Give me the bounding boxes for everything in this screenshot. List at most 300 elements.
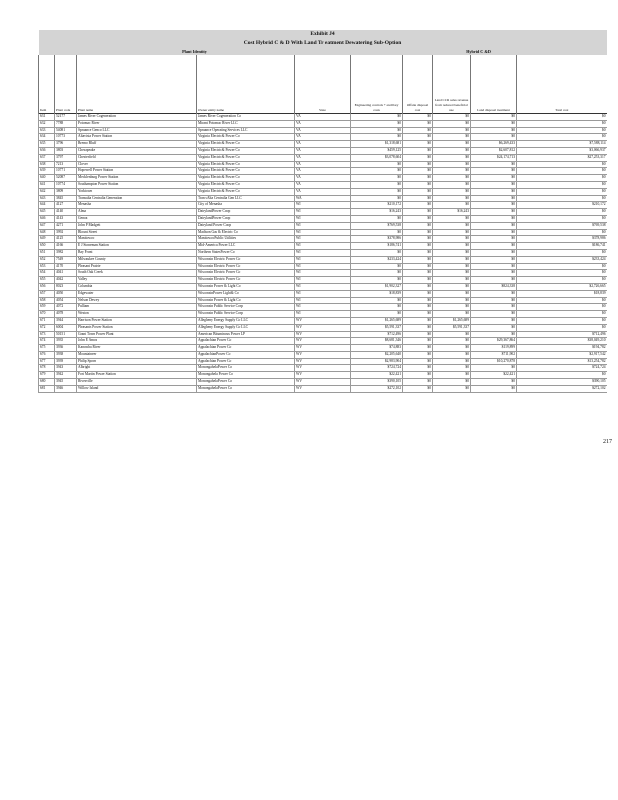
- cell-offsite: $0: [403, 134, 433, 141]
- cell-land-disposal: $0: [471, 243, 517, 250]
- cell-state: WI: [295, 222, 351, 229]
- cell-land-disposal: $0: [471, 304, 517, 311]
- cell-state: WV: [295, 351, 351, 358]
- cell-plant-code: 3796: [55, 141, 77, 148]
- cell-land-disposal: $0: [471, 188, 517, 195]
- cell-reduced-use: $0: [433, 290, 471, 297]
- cell-plant-code: 3946: [55, 385, 77, 392]
- cell-owner: James River Cogeneration Co: [197, 114, 295, 121]
- cell-land-disposal: $0: [471, 290, 517, 297]
- cell-plant-name: Columbia: [77, 283, 197, 290]
- cell-plant-name: Weston: [77, 311, 197, 318]
- cell-land-disposal: $0: [471, 222, 517, 229]
- cell-item: 641: [39, 181, 55, 188]
- cell-reduced-use: $0: [433, 256, 471, 263]
- cell-engineering: $1,318,681: [351, 141, 403, 148]
- cell-state: VA: [295, 175, 351, 182]
- cell-state: WV: [295, 379, 351, 386]
- cell-state: WI: [295, 202, 351, 209]
- table-row: [39, 270, 607, 277]
- cell-item: 659: [39, 304, 55, 311]
- cell-offsite: $0: [403, 168, 433, 175]
- cell-owner: Dairyland Power Coop: [197, 222, 295, 229]
- cell-plant-name: Hopewell Power Station: [77, 168, 197, 175]
- cell-plant-name: Philip Sporn: [77, 358, 197, 365]
- cell-offsite: $0: [403, 297, 433, 304]
- cell-plant-name: Manitowoc: [77, 236, 197, 243]
- table-row: [39, 256, 607, 263]
- cell-land-disposal: $2,607,812: [471, 147, 517, 154]
- cell-plant-code: 4125: [55, 236, 77, 243]
- cell-plant-code: 3797: [55, 154, 77, 161]
- cell-total: $0: [517, 120, 607, 127]
- cell-owner: Spruance Operating Services LLC: [197, 127, 295, 134]
- cell-engineering: $1,902,327: [351, 283, 403, 290]
- cell-offsite: $0: [403, 114, 433, 121]
- cell-state: WV: [295, 365, 351, 372]
- cell-land-disposal: $0: [471, 297, 517, 304]
- cell-total: $2,726,665: [517, 283, 607, 290]
- cell-item: 655: [39, 277, 55, 284]
- cell-item: 675: [39, 345, 55, 352]
- cell-total: $210,172: [517, 202, 607, 209]
- cell-plant-name: Mountaineer: [77, 351, 197, 358]
- table-row: [39, 365, 607, 372]
- cell-plant-name: South Oak Creek: [77, 270, 197, 277]
- cell-engineering: $712,496: [351, 331, 403, 338]
- cell-offsite: $0: [403, 188, 433, 195]
- cell-item: 681: [39, 385, 55, 392]
- cell-state: WI: [295, 290, 351, 297]
- cell-reduced-use: $0: [433, 120, 471, 127]
- cell-plant-name: Pleasants Power Station: [77, 324, 197, 331]
- cell-owner: MonongahelaPower Co: [197, 365, 295, 372]
- cell-reduced-use: $0: [433, 304, 471, 311]
- cell-land-disposal: $0: [471, 181, 517, 188]
- cell-state: WI: [295, 243, 351, 250]
- col-header-land-disposal: Land disposal treatment: [471, 55, 517, 114]
- cell-engineering: $0: [351, 297, 403, 304]
- cell-state: WV: [295, 324, 351, 331]
- cell-plant-name: Bay Front: [77, 249, 197, 256]
- cell-land-disposal: $0: [471, 263, 517, 270]
- cell-plant-code: 7213: [55, 161, 77, 168]
- cell-offsite: $0: [403, 161, 433, 168]
- cell-engineering: $18,839: [351, 290, 403, 297]
- cell-land-disposal: $0: [471, 331, 517, 338]
- cell-item: 677: [39, 358, 55, 365]
- cell-item: 656: [39, 283, 55, 290]
- table-row: [39, 379, 607, 386]
- cell-total: $2,917,542: [517, 351, 607, 358]
- cell-plant-name: Pleasant Prairie: [77, 263, 197, 270]
- cell-offsite: $0: [403, 311, 433, 318]
- cell-plant-name: Valley: [77, 277, 197, 284]
- cell-engineering: $0: [351, 114, 403, 121]
- cell-reduced-use: $0: [433, 175, 471, 182]
- cell-owner: Wisconsin Power & Light Co: [197, 297, 295, 304]
- cell-offsite: $0: [403, 365, 433, 372]
- cell-state: VA: [295, 134, 351, 141]
- cell-item: 670: [39, 311, 55, 318]
- cell-plant-name: Fort Martin Power Station: [77, 372, 197, 379]
- cell-plant-name: John E Amos: [77, 338, 197, 345]
- cell-plant-code: 52177: [55, 114, 77, 121]
- cell-owner: Tran sAlta Centralia Gen LLC: [197, 195, 295, 202]
- cell-offsite: $0: [403, 236, 433, 243]
- cell-plant-name: Grant Town Power Plant: [77, 331, 197, 338]
- cell-owner: Mid-America Power LLC: [197, 243, 295, 250]
- cell-total: $272,102: [517, 385, 607, 392]
- cell-engineering: $74,883: [351, 345, 403, 352]
- cell-total: $724,724: [517, 365, 607, 372]
- table-row: [39, 114, 607, 121]
- cell-item: 635: [39, 141, 55, 148]
- cell-plant-name: Edgewater: [77, 290, 197, 297]
- hybrid-group-header: Hybrid C &D: [351, 48, 607, 55]
- cell-item: 651: [39, 249, 55, 256]
- cell-offsite: $0: [403, 331, 433, 338]
- cell-item: 631: [39, 114, 55, 121]
- col-header-state: State: [295, 55, 351, 114]
- cell-land-disposal: $0: [471, 365, 517, 372]
- cell-reduced-use: $0: [433, 311, 471, 318]
- cell-offsite: $0: [403, 290, 433, 297]
- cell-reduced-use: $0: [433, 249, 471, 256]
- cell-total: $378,986: [517, 236, 607, 243]
- cell-reduced-use: $0: [433, 229, 471, 236]
- cell-owner: Mirant Potomac River LLC: [197, 120, 295, 127]
- cell-land-disposal: $0: [471, 209, 517, 216]
- cell-engineering: $0: [351, 249, 403, 256]
- col-header-plant-name: Plant name: [77, 55, 197, 114]
- cell-plant-code: 52087: [55, 175, 77, 182]
- exhibit-title: Exhibit J4: [39, 30, 607, 39]
- cell-reduced-use: $0: [433, 297, 471, 304]
- cell-item: 654: [39, 270, 55, 277]
- cell-total: $0: [517, 175, 607, 182]
- cell-plant-name: Milwaukee County: [77, 256, 197, 263]
- cell-land-disposal: $0: [471, 311, 517, 318]
- cell-engineering: $0: [351, 304, 403, 311]
- cell-offsite: $0: [403, 215, 433, 222]
- cell-plant-code: 4050: [55, 290, 77, 297]
- table-row: [39, 181, 607, 188]
- table-row: [39, 243, 607, 250]
- cell-engineering: $1,265,689: [351, 317, 403, 324]
- cell-total: $0: [517, 263, 607, 270]
- cell-offsite: $0: [403, 141, 433, 148]
- cell-total: $0: [517, 297, 607, 304]
- cell-land-disposal: $711,902: [471, 351, 517, 358]
- table-row: [39, 358, 607, 365]
- table-row: [39, 297, 607, 304]
- cell-plant-code: 3938: [55, 351, 77, 358]
- cell-plant-code: 3803: [55, 147, 77, 154]
- cell-land-disposal: $0: [471, 134, 517, 141]
- cell-engineering: $16,243: [351, 209, 403, 216]
- cell-total: $0: [517, 215, 607, 222]
- cell-plant-name: Kanawha River: [77, 345, 197, 352]
- cell-land-disposal: $24,174,713: [471, 154, 517, 161]
- cell-plant-name: Clover: [77, 161, 197, 168]
- cell-plant-code: 50151: [55, 331, 77, 338]
- table-row: [39, 304, 607, 311]
- cell-total: $38,049,210: [517, 338, 607, 345]
- cell-state: WV: [295, 372, 351, 379]
- cell-owner: Wisconsin Power & Light Co: [197, 283, 295, 290]
- cell-state: WI: [295, 263, 351, 270]
- cell-reduced-use: $0: [433, 385, 471, 392]
- cell-engineering: $0: [351, 127, 403, 134]
- col-header-total: Total cost: [517, 55, 607, 114]
- table-row: [39, 351, 607, 358]
- cell-offsite: $0: [403, 209, 433, 216]
- cell-offsite: $0: [403, 154, 433, 161]
- cell-engineering: $0: [351, 215, 403, 222]
- cell-item: 653: [39, 263, 55, 270]
- cell-reduced-use: $0: [433, 331, 471, 338]
- cell-plant-code: 3939: [55, 358, 77, 365]
- cell-land-disposal: $0: [471, 215, 517, 222]
- cell-plant-name: Albright: [77, 365, 197, 372]
- cell-total: $769,538: [517, 222, 607, 229]
- cell-engineering: $390,105: [351, 379, 403, 386]
- cell-offsite: $0: [403, 338, 433, 345]
- cell-state: VA: [295, 120, 351, 127]
- cell-plant-name: Willow Island: [77, 385, 197, 392]
- cell-state: VA: [295, 147, 351, 154]
- cell-item: 637: [39, 154, 55, 161]
- cell-reduced-use: $0: [433, 134, 471, 141]
- cell-reduced-use: $0: [433, 114, 471, 121]
- cell-land-disposal: $0: [471, 202, 517, 209]
- col-header-reduced-use: Land CCR sales revenue from reduced beneficial use: [433, 55, 471, 114]
- table-row: [39, 249, 607, 256]
- col-header-owner: Owner entity name: [197, 55, 295, 114]
- table-row: [39, 338, 607, 345]
- cell-engineering: $0: [351, 277, 403, 284]
- cell-land-disposal: $0: [471, 249, 517, 256]
- cell-land-disposal: $0: [471, 385, 517, 392]
- table-row: [39, 277, 607, 284]
- cell-state: VA: [295, 127, 351, 134]
- cell-plant-code: 3992: [55, 229, 77, 236]
- cell-offsite: $0: [403, 120, 433, 127]
- cell-owner: Madison Gas & Electric Co: [197, 229, 295, 236]
- cell-reduced-use: $0: [433, 127, 471, 134]
- cell-item: 638: [39, 161, 55, 168]
- cell-engineering: $459,125: [351, 147, 403, 154]
- cell-plant-name: Transalta Centralia Generation: [77, 195, 197, 202]
- cell-item: 639: [39, 168, 55, 175]
- cell-state: WI: [295, 304, 351, 311]
- cell-engineering: $5,591,337: [351, 324, 403, 331]
- cell-reduced-use: $0: [433, 243, 471, 250]
- cell-engineering: $2,205,640: [351, 351, 403, 358]
- cell-owner: Wisconsin Electric Power Co: [197, 256, 295, 263]
- plant-identity-group-header: Plant Identity: [39, 48, 351, 55]
- cell-total: $7,588,114: [517, 141, 607, 148]
- cell-owner: Virginia Electric& Power Co: [197, 181, 295, 188]
- cell-reduced-use: $0: [433, 168, 471, 175]
- cell-reduced-use: $0: [433, 195, 471, 202]
- cell-plant-code: 7788: [55, 120, 77, 127]
- cell-item: 643: [39, 195, 55, 202]
- table-row: [39, 324, 607, 331]
- cell-reduced-use: $0: [433, 358, 471, 365]
- cell-engineering: $0: [351, 181, 403, 188]
- cell-plant-code: 54081: [55, 127, 77, 134]
- cell-reduced-use: $0: [433, 202, 471, 209]
- cell-item: 652: [39, 256, 55, 263]
- cell-reduced-use: $0: [433, 154, 471, 161]
- cell-engineering: $0: [351, 263, 403, 270]
- cell-land-disposal: $0: [471, 114, 517, 121]
- cell-plant-name: Alma: [77, 209, 197, 216]
- cell-total: $233,424: [517, 256, 607, 263]
- cell-plant-name: James River Cogeneration: [77, 114, 197, 121]
- cell-reduced-use: $0: [433, 141, 471, 148]
- cell-reduced-use: $0: [433, 215, 471, 222]
- table-row: [39, 215, 607, 222]
- cell-owner: City of Menasha: [197, 202, 295, 209]
- cell-plant-code: 4054: [55, 297, 77, 304]
- cell-engineering: $186,741: [351, 243, 403, 250]
- cell-item: 646: [39, 215, 55, 222]
- cell-engineering: $0: [351, 270, 403, 277]
- cell-plant-code: 3945: [55, 379, 77, 386]
- cell-plant-code: 4170: [55, 263, 77, 270]
- cell-total: $13,254,782: [517, 358, 607, 365]
- cell-plant-code: 4271: [55, 222, 77, 229]
- cell-plant-code: 4143: [55, 215, 77, 222]
- col-header-engineering: Engineering controls + ancillary costs: [351, 55, 403, 114]
- cell-state: WV: [295, 358, 351, 365]
- cell-engineering: $0: [351, 120, 403, 127]
- table-row: [39, 283, 607, 290]
- cell-engineering: $378,986: [351, 236, 403, 243]
- cell-item: 679: [39, 372, 55, 379]
- cell-offsite: $0: [403, 317, 433, 324]
- cell-item: 634: [39, 134, 55, 141]
- cell-state: WI: [295, 209, 351, 216]
- cell-land-disposal: $0: [471, 270, 517, 277]
- cell-offsite: $0: [403, 263, 433, 270]
- cell-engineering: $0: [351, 311, 403, 318]
- cell-offsite: $0: [403, 304, 433, 311]
- cell-plant-code: 3944: [55, 317, 77, 324]
- cell-total: $27,253,317: [517, 154, 607, 161]
- cell-total: $0: [517, 249, 607, 256]
- cell-land-disposal: $29,367,864: [471, 338, 517, 345]
- table-row: [39, 345, 607, 352]
- cell-item: 657: [39, 290, 55, 297]
- cell-engineering: $210,172: [351, 202, 403, 209]
- cell-reduced-use: $0: [433, 365, 471, 372]
- table-row: [39, 141, 607, 148]
- cell-state: VA: [295, 161, 351, 168]
- table-row: [39, 236, 607, 243]
- cell-plant-code: 3845: [55, 195, 77, 202]
- cell-item: 680: [39, 379, 55, 386]
- cell-total: $0: [517, 181, 607, 188]
- col-header-item: Item: [39, 55, 55, 114]
- table-row: [39, 385, 607, 392]
- table-row: [39, 311, 607, 318]
- table-row: [39, 127, 607, 134]
- cell-offsite: $0: [403, 358, 433, 365]
- cell-total: $0: [517, 114, 607, 121]
- cell-plant-code: 3942: [55, 372, 77, 379]
- table-row: [39, 222, 607, 229]
- cell-total: $390,105: [517, 379, 607, 386]
- cell-reduced-use: $0: [433, 222, 471, 229]
- cell-owner: DairylandPower Coop: [197, 209, 295, 216]
- cell-owner: WisconsinPower Light& Co: [197, 290, 295, 297]
- cell-total: $18,839: [517, 290, 607, 297]
- cell-land-disposal: $0: [471, 127, 517, 134]
- cell-offsite: $0: [403, 243, 433, 250]
- col-header-offsite: Offsite disposal cost: [403, 55, 433, 114]
- exhibit-subtitle: Cost Hybrid C & D With Land Tr eatment Dewatering Sub-Option: [39, 39, 607, 48]
- cell-reduced-use: $0: [433, 236, 471, 243]
- cell-total: $0: [517, 195, 607, 202]
- cell-offsite: $0: [403, 195, 433, 202]
- page-number: 217: [603, 439, 612, 445]
- table-row: [39, 188, 607, 195]
- cell-engineering: $0: [351, 229, 403, 236]
- exhibit-table-sheet: [38, 30, 606, 393]
- cell-plant-code: 4166: [55, 243, 77, 250]
- cell-engineering: $769,538: [351, 222, 403, 229]
- cell-plant-name: Nelson Dewey: [77, 297, 197, 304]
- cell-land-disposal: $0: [471, 256, 517, 263]
- cell-plant-code: 3809: [55, 188, 77, 195]
- cell-land-disposal: $0: [471, 120, 517, 127]
- cell-engineering: $0: [351, 175, 403, 182]
- cell-item: 644: [39, 202, 55, 209]
- cell-offsite: $0: [403, 270, 433, 277]
- cell-offsite: $0: [403, 175, 433, 182]
- table-row: [39, 229, 607, 236]
- cell-land-disposal: $0: [471, 277, 517, 284]
- table-row: [39, 120, 607, 127]
- cell-plant-name: Blount Street: [77, 229, 197, 236]
- cell-item: 649: [39, 236, 55, 243]
- cell-owner: MonongahelaPower Co: [197, 379, 295, 386]
- cell-plant-name: Yorktown: [77, 188, 197, 195]
- cell-item: 672: [39, 324, 55, 331]
- cell-state: WI: [295, 277, 351, 284]
- cell-land-disposal: $0: [471, 324, 517, 331]
- cell-plant-name: Harrison Power Station: [77, 317, 197, 324]
- cell-plant-code: 3943: [55, 365, 77, 372]
- cell-land-disposal: $0: [471, 168, 517, 175]
- cell-engineering: $272,102: [351, 385, 403, 392]
- cell-offsite: $0: [403, 283, 433, 290]
- cell-land-disposal: $824,338: [471, 283, 517, 290]
- cell-plant-code: 3935: [55, 338, 77, 345]
- cell-state: WI: [295, 256, 351, 263]
- cell-land-disposal: $0: [471, 229, 517, 236]
- cell-offsite: $0: [403, 379, 433, 386]
- cell-owner: American Bituminous Power LP: [197, 331, 295, 338]
- cell-item: 645: [39, 209, 55, 216]
- cell-offsite: $0: [403, 127, 433, 134]
- exhibit-table: [38, 30, 607, 393]
- cell-land-disposal: $6,269,433: [471, 141, 517, 148]
